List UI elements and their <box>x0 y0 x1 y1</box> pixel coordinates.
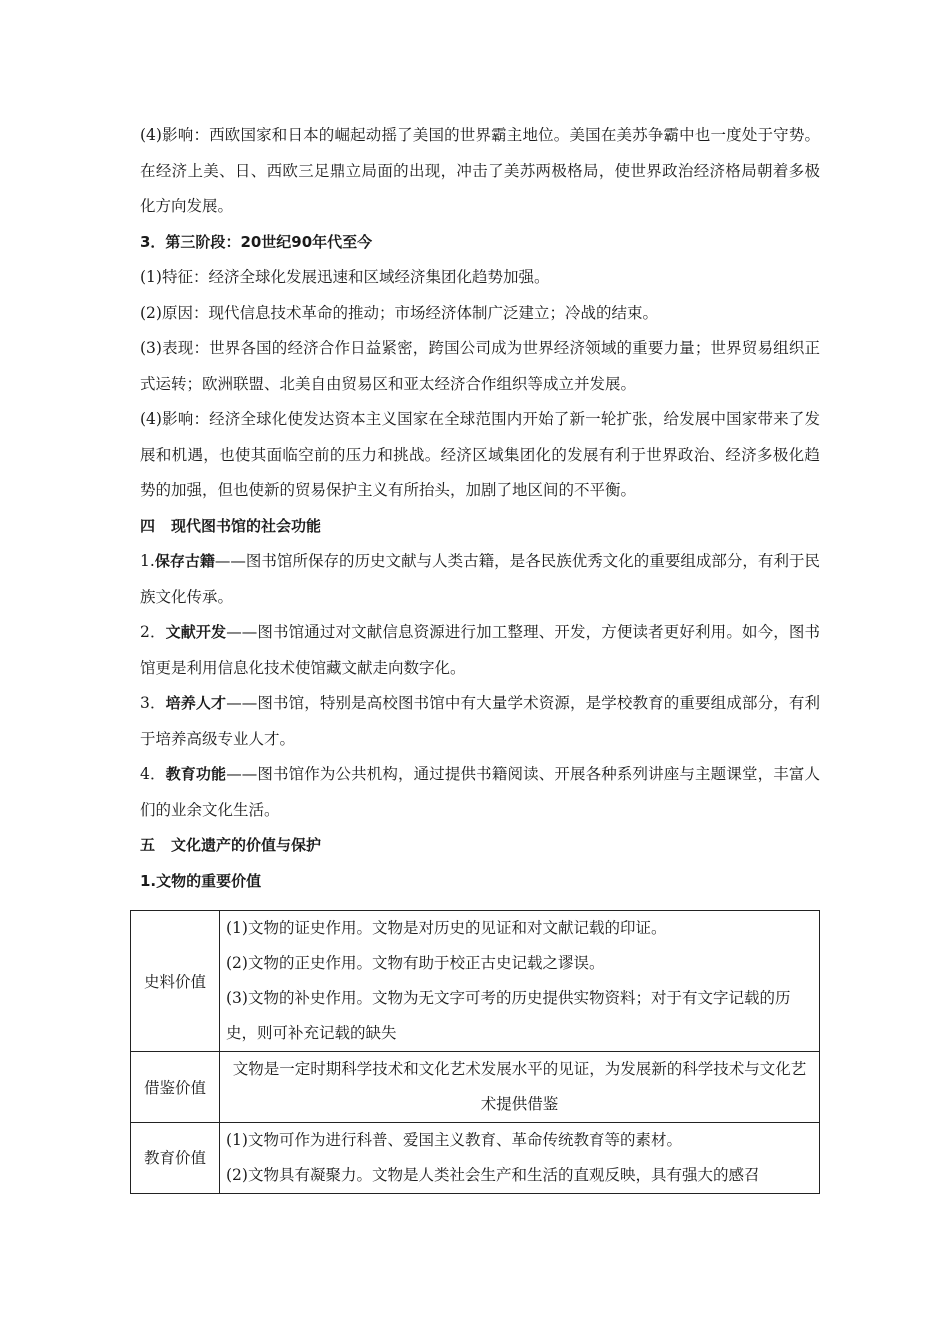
section5-subheading: 1.文物的重要价值 <box>140 871 262 890</box>
row-label: 借鉴价值 <box>131 1052 220 1123</box>
item-prefix: 2． <box>140 623 166 641</box>
stage3-cause: (2)原因：现代信息技术革命的推动；市场经济体制广泛建立；冷战的结束。 <box>140 303 658 322</box>
item-prefix: 3． <box>140 694 166 712</box>
row-line: (2)文物的正史作用。文物有助于校正古史记载之谬误。 <box>226 954 605 972</box>
stage3-influence: (4)影响：经济全球化使发达资本主义国家在全球范围内开始了新一轮扩张，给发展中国家带来了发展和机遇，也使其面临空前的压力和挑战。经济区域集团化的发展有利于世界政治、经济多极化趋势的加强，但也使新的贸易保护主义有所抬头，加剧了地区间的不平衡。 <box>140 410 820 499</box>
item-text: ——图书馆通过对文献信息资源进行加工整理、开发，方便读者更好利用。如今，图书馆更是利用信息化技术使馆藏文献走向数字化。 <box>140 623 820 677</box>
stage3-heading: 3．第三阶段：20世纪90年代至今 <box>140 232 373 251</box>
item-text: ——图书馆所保存的历史文献与人类古籍，是各民族优秀文化的重要组成部分，有利于民族文化传承。 <box>140 552 820 606</box>
table-row <box>131 1123 820 1194</box>
item-text: ——图书馆作为公共机构，通过提供书籍阅读、开展各种系列讲座与主题课堂，丰富人们的业余文化生活。 <box>140 765 820 819</box>
item-term: 保存古籍 <box>154 552 215 570</box>
library-function-item <box>140 686 820 757</box>
table-row <box>131 1052 820 1123</box>
row-label: 史料价值 <box>131 911 220 1052</box>
section4-title: 现代图书馆的社会功能 <box>171 516 322 535</box>
paragraph-influence-stage2: (4)影响：西欧国家和日本的崛起动摇了美国的世界霸主地位。美国在美苏争霸中也一度处于守势。在经济上美、日、西欧三足鼎立局面的出现，冲击了美苏两极格局，使世界政治经济格局朝着多极化方向发展。 <box>140 126 820 215</box>
item-term: 培养人才 <box>165 694 227 712</box>
item-term: 教育功能 <box>165 765 227 783</box>
cultural-relic-value-table <box>130 910 820 1194</box>
row-content <box>220 1123 820 1194</box>
section5-heading <box>140 828 820 864</box>
row-content: 文物是一定时期科学技术和文化艺术发展水平的见证，为发展新的科学技术与文化艺术提供借鉴 <box>220 1052 820 1123</box>
item-prefix: 1. <box>140 552 155 570</box>
section5-title: 文化遗产的价值与保护 <box>171 836 322 854</box>
item-term: 文献开发 <box>165 623 227 641</box>
library-function-item <box>140 615 820 686</box>
section4-number: 四 <box>140 516 156 535</box>
item-text: ——图书馆，特别是高校图书馆中有大量学术资源，是学校教育的重要组成部分，有利于培养高级专业人才。 <box>140 694 820 748</box>
section4-heading <box>140 509 820 545</box>
row-line: (2)文物具有凝聚力。文物是人类社会生产和生活的直观反映，具有强大的感召 <box>226 1166 760 1184</box>
row-label: 教育价值 <box>131 1123 220 1194</box>
section5-number: 五 <box>140 836 156 854</box>
row-content <box>220 911 820 1052</box>
table-row <box>131 911 820 1052</box>
library-function-item <box>140 544 820 615</box>
row-line: (1)文物可作为进行科普、爱国主义教育、革命传统教育等的素材。 <box>226 1131 682 1149</box>
document-body <box>140 118 820 899</box>
row-line: (1)文物的证史作用。文物是对历史的见证和对文献记载的印证。 <box>226 919 667 937</box>
stage3-manifestation: (3)表现：世界各国的经济合作日益紧密，跨国公司成为世界经济领域的重要力量；世界贸易组织正式运转；欧洲联盟、北美自由贸易区和亚太经济合作组织等成立并发展。 <box>140 339 820 393</box>
item-prefix: 4． <box>140 765 166 783</box>
row-line: (3)文物的补史作用。文物为无文字可考的历史提供实物资料；对于有文字记载的历史，则可补充记载的缺失 <box>226 989 791 1042</box>
library-function-item <box>140 757 820 828</box>
stage3-feature: (1)特征：经济全球化发展迅速和区域经济集团化趋势加强。 <box>140 268 550 286</box>
